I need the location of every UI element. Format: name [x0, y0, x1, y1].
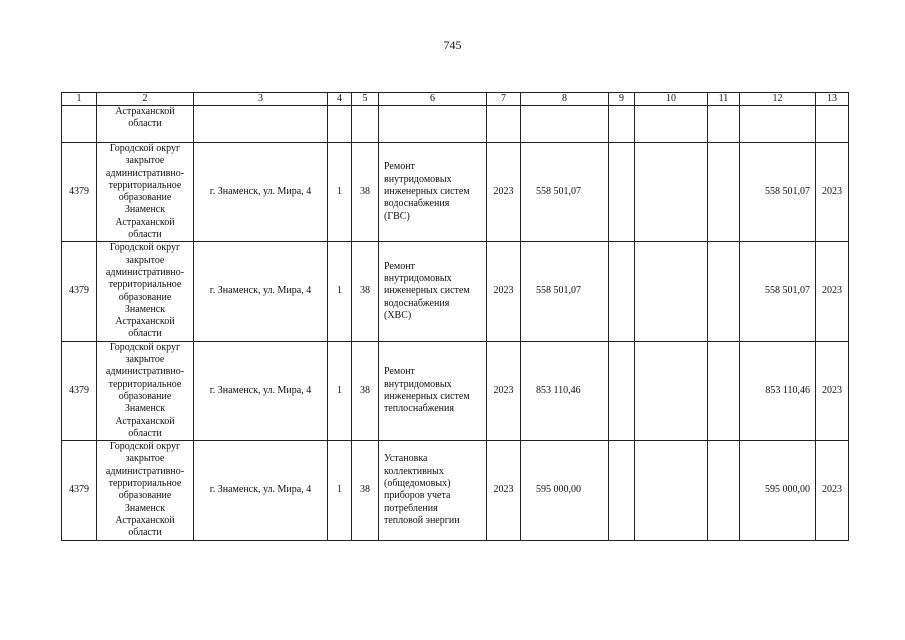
col4-cell: 1 [328, 441, 352, 540]
cell-empty [635, 106, 708, 143]
work-type-cell: Установка коллективных (общедомовых) приборов учета потребления тепловой энергии [379, 441, 487, 540]
municipality-cell: Астраханской области [97, 106, 194, 143]
col5-cell: 38 [352, 143, 379, 242]
cost-cell: 853 110,46 [521, 341, 609, 440]
cell-empty [62, 106, 97, 143]
row-id-cell: 4379 [62, 143, 97, 242]
register-table [61, 92, 849, 541]
col9-cell [609, 242, 635, 341]
header-cell: 13 [816, 93, 849, 106]
header-cell: 4 [328, 93, 352, 106]
col4-cell: 1 [328, 341, 352, 440]
col13-cell: 2023 [816, 242, 849, 341]
table-row [62, 242, 849, 341]
cell-empty [194, 106, 328, 143]
row-id-cell: 4379 [62, 441, 97, 540]
cell-empty [609, 106, 635, 143]
continuation-row [62, 106, 849, 143]
header-cell: 10 [635, 93, 708, 106]
header-cell: 2 [97, 93, 194, 106]
cell-empty [816, 106, 849, 143]
address-cell: г. Знаменск, ул. Мира, 4 [194, 341, 328, 440]
work-type-cell: Ремонт внутридомовых инженерных систем теплоснабжения [379, 341, 487, 440]
col9-cell [609, 143, 635, 242]
cost-cell: 558 501,07 [521, 143, 609, 242]
year-cell: 2023 [487, 143, 521, 242]
cell-empty [352, 106, 379, 143]
table-row [62, 441, 849, 540]
col12-cell: 853 110,46 [740, 341, 816, 440]
col10-cell [635, 441, 708, 540]
header-row [62, 93, 849, 106]
header-cell: 1 [62, 93, 97, 106]
col4-cell: 1 [328, 242, 352, 341]
cell-empty [487, 106, 521, 143]
col9-cell [609, 341, 635, 440]
header-cell: 3 [194, 93, 328, 106]
col11-cell [708, 242, 740, 341]
col9-cell [609, 441, 635, 540]
work-type-cell: Ремонт внутридомовых инженерных систем водоснабжения (ХВС) [379, 242, 487, 341]
header-cell: 8 [521, 93, 609, 106]
year-cell: 2023 [487, 341, 521, 440]
header-cell: 9 [609, 93, 635, 106]
address-cell: г. Знаменск, ул. Мира, 4 [194, 242, 328, 341]
work-type-cell: Ремонт внутридомовых инженерных систем водоснабжения (ГВС) [379, 143, 487, 242]
col5-cell: 38 [352, 242, 379, 341]
cell-empty [521, 106, 609, 143]
address-cell: г. Знаменск, ул. Мира, 4 [194, 441, 328, 540]
year-cell: 2023 [487, 441, 521, 540]
municipality-cell: Городской округ закрытое административно- территориальное образование Знаменск Астраханской области [97, 143, 194, 242]
col4-cell: 1 [328, 143, 352, 242]
col11-cell [708, 441, 740, 540]
col13-cell: 2023 [816, 441, 849, 540]
col11-cell [708, 143, 740, 242]
row-id-cell: 4379 [62, 242, 97, 341]
municipality-cell: Городской округ закрытое административно- территориальное образование Знаменск Астраханской области [97, 441, 194, 540]
cost-cell: 595 000,00 [521, 441, 609, 540]
municipality-cell: Городской округ закрытое административно- территориальное образование Знаменск Астраханской области [97, 341, 194, 440]
address-cell: г. Знаменск, ул. Мира, 4 [194, 143, 328, 242]
col12-cell: 558 501,07 [740, 143, 816, 242]
cell-empty [740, 106, 816, 143]
cell-empty [379, 106, 487, 143]
table-row [62, 341, 849, 440]
header-cell: 11 [708, 93, 740, 106]
header-cell: 7 [487, 93, 521, 106]
col5-cell: 38 [352, 441, 379, 540]
col5-cell: 38 [352, 341, 379, 440]
table-row [62, 143, 849, 242]
cell-empty [328, 106, 352, 143]
col10-cell [635, 341, 708, 440]
col12-cell: 558 501,07 [740, 242, 816, 341]
col12-cell: 595 000,00 [740, 441, 816, 540]
cost-cell: 558 501,07 [521, 242, 609, 341]
page-number: 745 [443, 38, 462, 52]
col13-cell: 2023 [816, 341, 849, 440]
col10-cell [635, 143, 708, 242]
year-cell: 2023 [487, 242, 521, 341]
header-cell: 6 [379, 93, 487, 106]
municipality-cell: Городской округ закрытое административно- территориальное образование Знаменск Астраханской области [97, 242, 194, 341]
col13-cell: 2023 [816, 143, 849, 242]
col10-cell [635, 242, 708, 341]
cell-empty [708, 106, 740, 143]
col11-cell [708, 341, 740, 440]
header-cell: 5 [352, 93, 379, 106]
header-cell: 12 [740, 93, 816, 106]
row-id-cell: 4379 [62, 341, 97, 440]
